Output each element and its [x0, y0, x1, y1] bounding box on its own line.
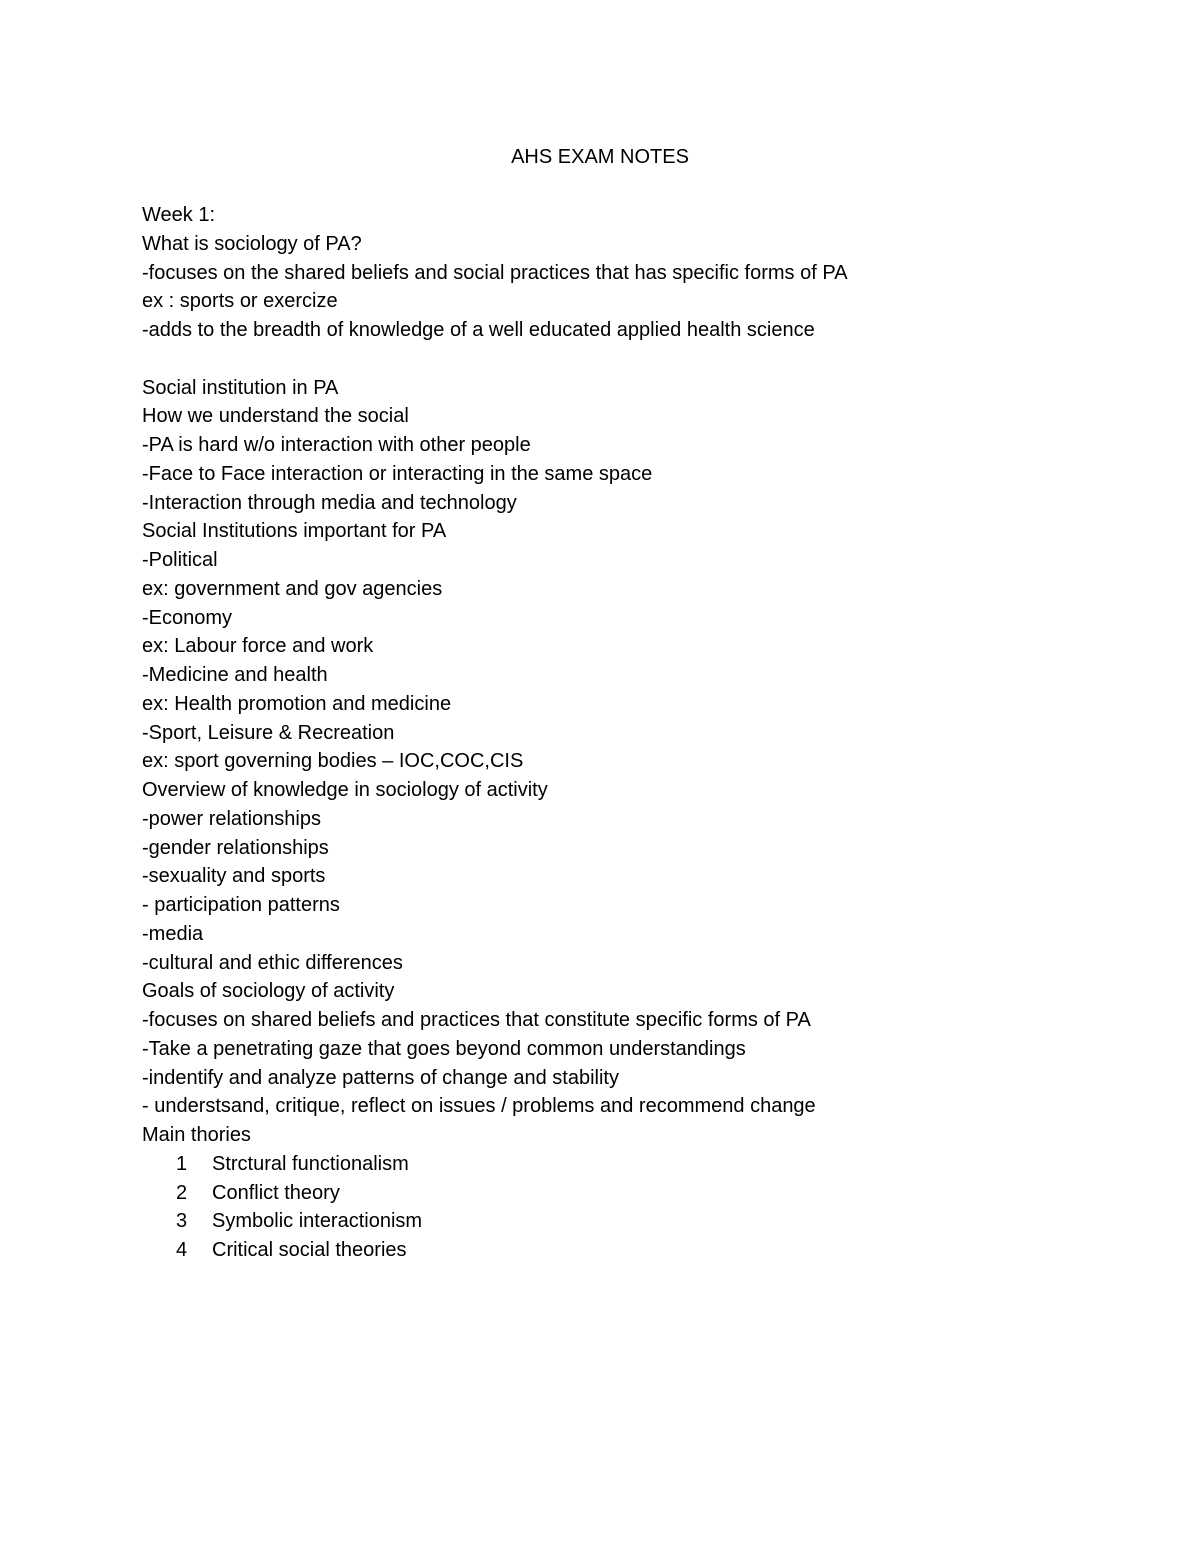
text-line: -Sport, Leisure & Recreation: [142, 721, 395, 744]
text-line: -Political: [142, 549, 218, 571]
list-number: 4: [176, 1239, 188, 1261]
text-line: Social institution in PA: [142, 376, 339, 399]
text-line: -gender relationships: [142, 836, 329, 859]
text-line: -PA is hard w/o interaction with other people: [142, 434, 531, 456]
text-line: Overview of knowledge in sociology of activity: [142, 779, 548, 801]
blank-line: [142, 345, 1142, 374]
list-item-text: Critical social theories: [212, 1239, 407, 1261]
list-number: 3: [176, 1210, 188, 1233]
text-line: -adds to the breadth of knowledge of a well educated applied health science: [142, 319, 815, 341]
list-number: 2: [176, 1181, 188, 1204]
text-line: -Economy: [142, 606, 233, 629]
text-line: How we understand the social: [142, 405, 409, 428]
text-line: Social Institutions important for PA: [142, 520, 447, 543]
text-line: -media: [142, 922, 204, 945]
text-line: Main thories: [142, 1124, 251, 1146]
text-line: -power relationships: [142, 807, 321, 830]
text-line: What is sociology of PA?: [142, 232, 362, 255]
text-line: -focuses on shared beliefs and practices that constitute specific forms of PA: [142, 1009, 811, 1031]
list-item-text: Strctural functionalism: [212, 1152, 409, 1175]
notes-body: [142, 201, 1142, 1265]
numbered-list-item: [142, 1207, 1142, 1236]
text-line: -focuses on the shared beliefs and social practices that has specific forms of PA: [142, 261, 848, 284]
list-item-text: Symbolic interactionism: [212, 1210, 423, 1233]
list-item-text: Conflict theory: [212, 1181, 340, 1204]
text-line: -indentify and analyze patterns of change and stability: [142, 1066, 619, 1089]
list-number: 1: [176, 1152, 188, 1175]
text-line: ex: sport governing bodies – IOC,COC,CIS: [142, 750, 524, 773]
text-line: ex: Labour force and work: [142, 635, 374, 658]
text-line: -Face to Face interaction or interacting in the same space: [142, 462, 653, 485]
text-line: ex: Health promotion and medicine: [142, 692, 452, 715]
text-line: -Take a penetrating gaze that goes beyond common understandings: [142, 1037, 746, 1060]
numbered-list-item: [142, 1236, 1142, 1265]
text-line: Week 1:: [142, 204, 215, 226]
text-line: Goals of sociology of activity: [142, 980, 395, 1003]
text-line: - participation patterns: [142, 894, 340, 916]
text-line: -sexuality and sports: [142, 865, 326, 888]
text-line: ex: government and gov agencies: [142, 577, 443, 600]
numbered-list-item: [142, 1150, 1142, 1179]
text-line: -Interaction through media and technology: [142, 491, 517, 514]
text-line: - understsand, critique, reflect on issues / problems and recommend change: [142, 1095, 816, 1118]
numbered-list-item: [142, 1179, 1142, 1208]
text-line: -cultural and ethic differences: [142, 951, 403, 974]
text-line: -Medicine and health: [142, 664, 328, 686]
text-line: ex : sports or exercize: [142, 290, 338, 313]
page-title: AHS EXAM NOTES: [511, 146, 689, 168]
